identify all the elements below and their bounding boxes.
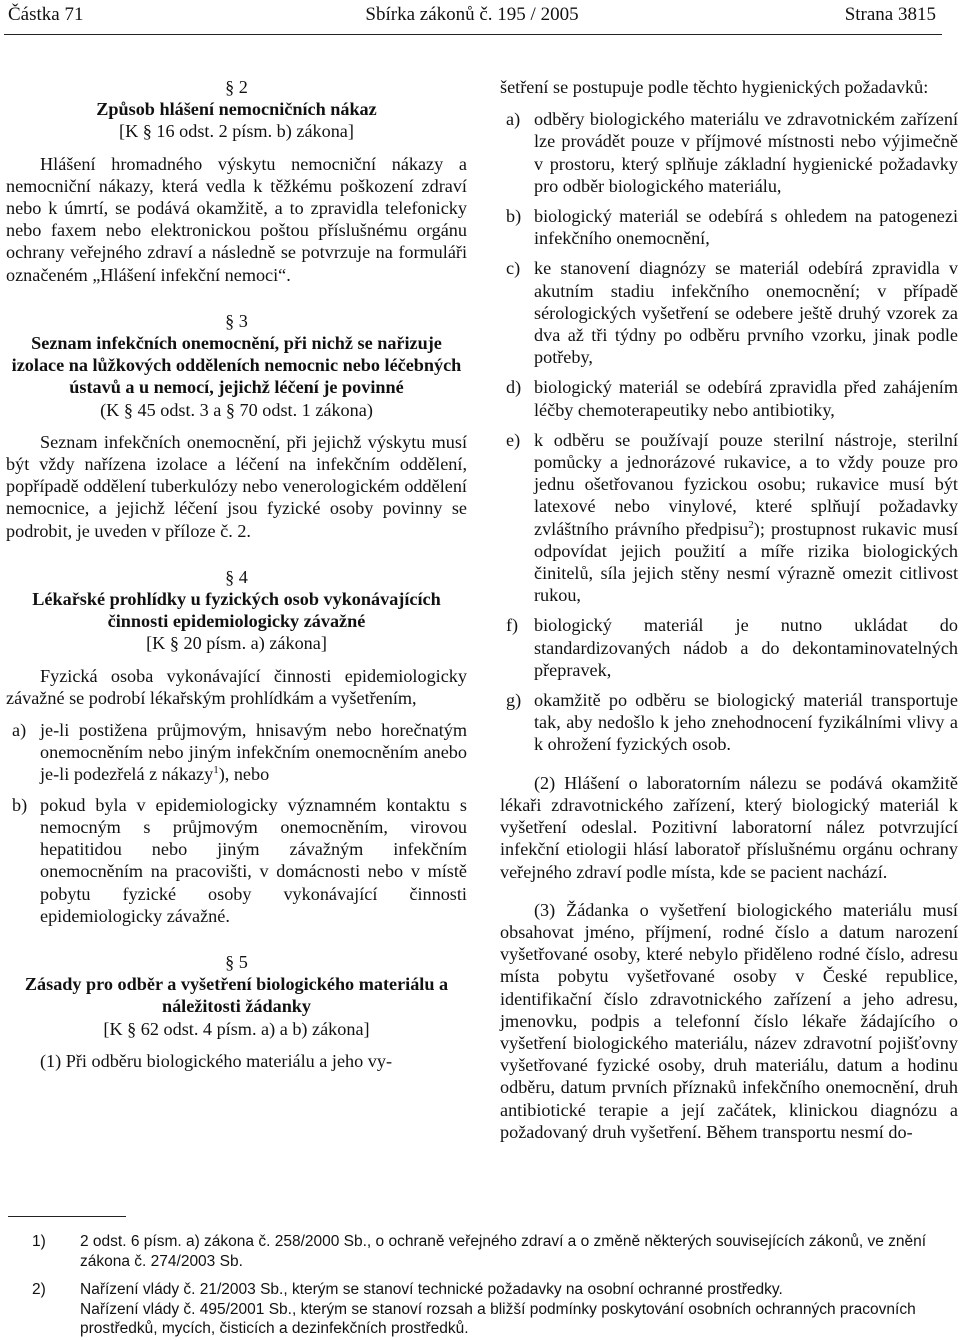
list-item	[500, 257, 958, 368]
paragraph-3: (3) Žádanka o vyšetření biologického materiálu musí obsahovat jméno, příjmení, rodné číslo a datum narození vyšetřované osoby, které nebylo přiděleno rodné číslo, adresu místa pobytu vyšetřované osoby v České republice, identifikační číslo zdravotnického zařízení a jeho adresu, jmenovku, podpis a telefonní číslo lékaře žádajícího o vyšetření biologického materiálu, název zdravotní pojišťovny vyšetřované fyzické osoby, druh materiálu, datum a hodinu odběru, datum prvních příznaků infekčního onemocnění, druh antibiotické terapie a její začátek, klinickou diagnózu a požadovaný druh vyšetření. Během transportu nesmí do-	[500, 899, 958, 1142]
footnote-text: Nařízení vlády č. 21/2003 Sb., kterým se stanoví technické požadavky na osobní ochranné prostředky.	[80, 1281, 783, 1298]
section-5-title: Zásady pro odběr a vyšetření biologického materiálu a náležitosti žádanky	[24, 974, 449, 1017]
list-item-text: biologický materiál je nutno ukládat do standardizovaných nádob a do dekontaminovatelných přepravek,	[534, 615, 958, 680]
list-item-tail: ), nebo	[218, 764, 270, 785]
list-item-label: a)	[12, 720, 27, 741]
footnote-label: 1)	[32, 1233, 46, 1250]
footnote-reference: 1	[213, 764, 219, 777]
list-item	[500, 689, 958, 756]
header-part: Částka 71	[8, 4, 84, 25]
section-2-paragraph: Hlášení hromadného výskytu nemocniční nákazy a nemocniční nákazy, která vedla k těžkému poškození zdraví nebo k úmrtí, se podává okamžitě, a to zpravidla telefonicky nebo faxem nebo elektronickou poštou příslušnému orgánu ochrany veřejného zdraví a následně se potvrzuje na formuláři označeném „Hlášení infekční nemoci“.	[6, 153, 467, 285]
footnote-text-second: Nařízení vlády č. 495/2001 Sb., kterým se stanoví rozsah a bližší podmínky poskytování osobních ochranných pracovních prostředků, mycích, čisticích a dezinfekčních prostředků.	[80, 1300, 916, 1337]
requirements-intro: šetření se postupuje podle těchto hygienických požadavků:	[500, 77, 929, 97]
section-3-paragraph: Seznam infekčních onemocnění, při jejichž výskytu musí být vždy nařízena izolace a léčení na infekčním oddělení, popřípadě oddělení tuberkulózy nebo venerologickém oddělení nemocnice, a jejichž léčení jsou fyzické osoby povinny se podrobit, je uveden v příloze č. 2.	[6, 431, 467, 541]
section-4-number: § 4	[225, 566, 248, 587]
section-4-paragraph: Fyzická osoba vykonávající činnosti epidemiologicky závažné se podrobí lékařským prohlídkám a vyšetřením,	[6, 665, 467, 708]
list-item	[500, 429, 958, 607]
section-2-reference: [K § 16 odst. 2 písm. b) zákona]	[119, 121, 354, 142]
right-column	[500, 76, 958, 1143]
list-item-label: d)	[506, 377, 522, 398]
section-3-reference: (K § 45 odst. 3 a § 70 odst. 1 zákona)	[100, 399, 373, 420]
header-rule	[4, 34, 942, 35]
list-item-text: odběry biologického materiálu ve zdravotnickém zařízení lze provádět pouze v příjmové místnosti nebo výjimečně v prostoru, který splňuje základní hygienické požadavky pro odběr biologického materiálu,	[534, 109, 958, 196]
list-item-label: e)	[506, 429, 521, 450]
list-item-text: ke stanovení diagnózy se materiál odebírá zpravidla v akutním stadiu infekčního onemocnění; v případě sérologických vyšetření se odebere ještě druhý vzorek za dva až tři týdny po odběru prvního vzorku, jinak podle potřeby,	[534, 258, 958, 368]
list-item	[6, 794, 467, 927]
footnote-reference: 2	[748, 518, 754, 531]
section-5-paragraph: (1) Při odběru biologického materiálu a jeho vy-	[40, 1050, 393, 1071]
footnote	[8, 1280, 940, 1339]
list-item	[500, 205, 958, 249]
footnote	[8, 1232, 940, 1271]
list-item-tail: ); prostupnost rukavic musí odpovídat jejich použití a míře rizika biologických činitelů, síla jejich stěny nesmí výrazně omezit citlivost rukou,	[534, 518, 958, 606]
list-item	[6, 719, 467, 786]
list-item-label: c)	[506, 258, 521, 279]
list-item-label: a)	[506, 109, 521, 130]
list-item-label: b)	[506, 206, 522, 227]
list-item-label: b)	[12, 794, 28, 815]
section-5-reference: [K § 62 odst. 4 písm. a) a b) zákona]	[103, 1018, 370, 1039]
list-item	[500, 376, 958, 420]
list-item-text: je-li postižena průjmovým, hnisavým nebo horečnatým onemocněním nebo jiným infekčním onemocněním anebo je-li podezřelá z nákazy	[40, 720, 467, 785]
section-5-number: § 5	[225, 951, 248, 972]
section-2-title: Způsob hlášení nemocničních nákaz	[96, 99, 377, 120]
section-3-number: § 3	[225, 310, 248, 331]
header-collection: Sbírka zákonů č. 195 / 2005	[365, 4, 579, 25]
paragraph-2: (2) Hlášení o laboratorním nálezu se podává okamžitě lékaři zdravotnického zařízení, který biologický materiál k vyšetření odeslal. Pozitivní laboratorní nález potvrzující infekční etiologii hlásí laboratoř příslušnému orgánu ochrany veřejného zdraví podle místa, kde se pacient nachází.	[500, 772, 958, 882]
list-item-text: pokud byla v epidemiologicky významném kontaktu s nemocným s průjmovým onemocněním, virovou hepatitidou nebo jiným závažným infekčním onemocněním na pracovišti, v domácnosti nebo v místě pobytu fyzické osoby vykonávající činnosti epidemiologicky závažné.	[40, 794, 467, 926]
page-header	[8, 4, 936, 28]
list-item-text: biologický materiál se odebírá zpravidla před zahájením léčby chemoterapeutiky nebo antibiotiky,	[534, 377, 958, 420]
footnote-rule	[8, 1216, 126, 1217]
section-4-reference: [K § 20 písm. a) zákona]	[146, 633, 327, 654]
list-item-text: okamžitě po odběru se biologický materiál transportuje tak, aby nedošlo k jeho znehodnocení fyzikálními vlivy a k ohrožení fyzických osob.	[534, 690, 958, 755]
header-page-number: Strana 3815	[844, 4, 936, 25]
section-3-title: Seznam infekčních onemocnění, při nichž se nařizuje izolace na lůžkových odděleních nemocnic nebo léčebných ústavů a u nemocí, jejichž léčení je povinné	[11, 333, 462, 398]
list-item-text: biologický materiál se odebírá s ohledem na patogenezi infekčního onemocnění,	[534, 206, 958, 249]
list-item-text: k odběru se používají pouze sterilní nástroje, sterilní pomůcky a jednorázové rukavice, a to vždy pouze pro jednu ošetřovanou fyzickou osobu; rukavice musí být latexové nebo vinylové, které splňují požadavky zvláštního právního předpisu	[534, 429, 958, 539]
list-item	[500, 614, 958, 681]
left-column	[6, 76, 467, 1072]
section-4-title: Lékařské prohlídky u fyzických osob vykonávajících činnosti epidemiologicky závažné	[32, 589, 441, 632]
list-item-label: f)	[506, 615, 519, 636]
footnote-label: 2)	[32, 1281, 46, 1298]
footnotes	[8, 1232, 940, 1339]
footnote-text: 2 odst. 6 písm. a) zákona č. 258/2000 Sb., o ochraně veřejného zdraví a o změně některých souvisejících zákonů, ve znění zákona č. 274/2003 Sb.	[80, 1233, 927, 1270]
list-item-label: g)	[506, 690, 522, 711]
section-2-number: § 2	[225, 77, 248, 97]
list-item	[500, 108, 958, 197]
